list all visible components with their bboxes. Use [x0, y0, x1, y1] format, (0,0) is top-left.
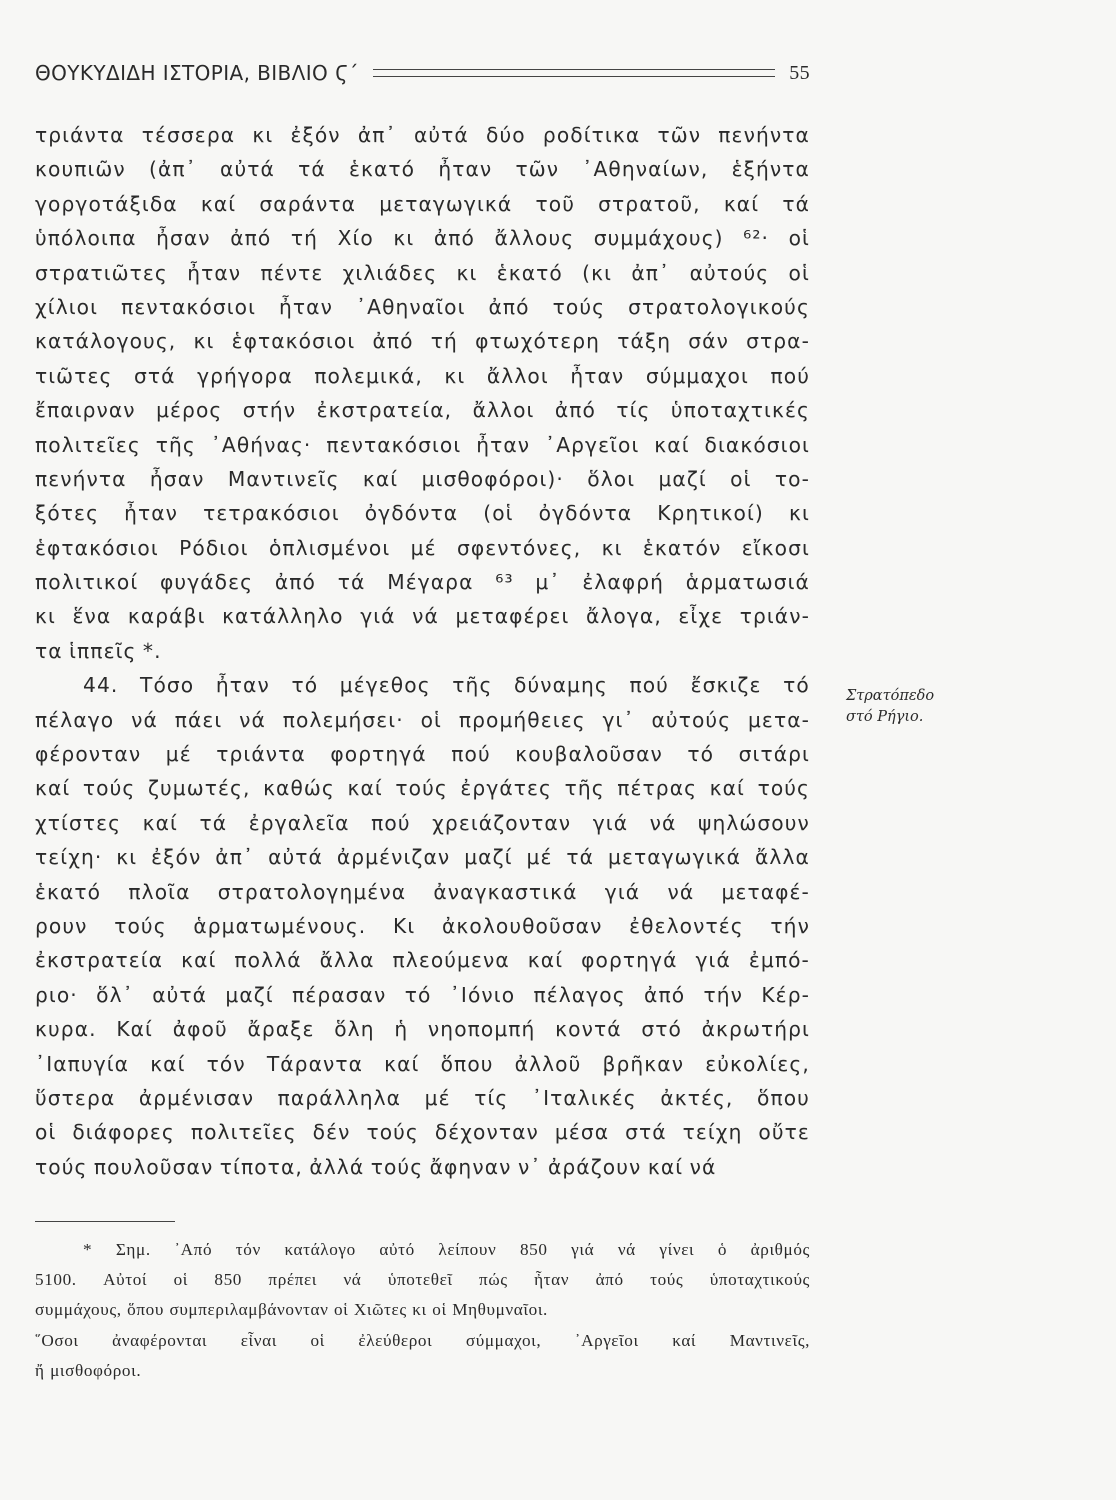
- running-header: [35, 58, 810, 88]
- text-line: ἔπαιρναν μέρος στήν ἐκστρατεία, ἄλλοι ἀπό τίς ὑποταχτικές: [35, 398, 810, 423]
- text-line: πολιτεῖες τῆς ᾽Αθήνας· πεντακόσιοι ἦταν ᾽Αργεῖοι καί διακόσιοι: [35, 432, 810, 457]
- text-line: τιῶτες στά γρήγορα πολεμικά, κι ἄλλοι ἦταν σύμμαχοι πού: [35, 363, 810, 388]
- text-line: ριο· ὅλ᾽ αὐτά μαζί πέρασαν τό ᾽Ιόνιο πέλαγος ἀπό τήν Κέρ-: [35, 982, 810, 1007]
- text-line: χίλιοι πεντακόσιοι ἦταν ᾽Αθηναῖοι ἀπό τούς στρατολογικούς: [35, 294, 810, 319]
- text-line: ὑπόλοιπα ἦσαν ἀπό τή Χίο κι ἀπό ἄλλους συμμάχους) ⁶²· οἱ: [35, 226, 810, 251]
- margin-note-line: Στρατόπεδο: [846, 688, 935, 704]
- text-line: κι ἕνα καράβι κατάλληλο γιά νά μεταφέρει ἄλογα, εἶχε τριάν-: [35, 604, 810, 629]
- text-line: οἱ διάφορες πολιτεῖες δέν τούς δέχονταν μέσα στά τείχη οὔτε: [35, 1120, 810, 1145]
- page-number: 55: [789, 61, 810, 84]
- text-line: ἤ μισθοφόροι.: [35, 1360, 142, 1380]
- text-line: 5100. Αὐτοί οἱ 850 πρέπει νά ὑποτεθεῖ πώς ἦταν ἀπό τούς ὑποταχτικούς: [35, 1270, 810, 1290]
- text-line: ξότες ἦταν τετρακόσιοι ὀγδόντα (οἱ ὀγδόντα Κρητικοί) κι: [35, 501, 810, 526]
- text-line: ὕστερα ἀρμένισαν παράλληλα μέ τίς ᾽Ιταλικές ἀκτές, ὅπου: [35, 1085, 810, 1110]
- text-line: πενήντα ἦσαν Μαντινεῖς καί μισθοφόροι)· ὅλοι μαζί οἱ το-: [35, 466, 810, 491]
- text-line: συμμάχους, ὅπου συμπεριλαμβάνονταν οἱ Χιῶτες κι οἱ Μηθυμναῖοι.: [35, 1300, 548, 1320]
- text-line: χτίστες καί τά ἐργαλεῖα πού χρειάζονταν γιά νά ψηλώσουν: [35, 810, 810, 835]
- text-line: πέλαγο νά πάει νά πολεμήσει· οἱ προμήθειες γι᾽ αὐτούς μετα-: [35, 707, 810, 732]
- header-rule: [373, 69, 775, 77]
- text-line: τριάντα τέσσερα κι ἐξόν ἀπ᾽ αὐτά δύο ροδίτικα τῶν πενήντα: [35, 123, 810, 147]
- margin-note-line: στό Ρήγιο.: [846, 709, 924, 725]
- footnote-rule: [35, 1221, 175, 1222]
- text-line: ᾽Ιαπυγία καί τόν Τάραντα καί ὅπου ἀλλοῦ βρῆκαν εὐκολίες,: [35, 1051, 810, 1076]
- text-line: 44. Τόσο ἦταν τό μέγεθος τῆς δύναμης πού ἔσκιζε τό: [83, 673, 810, 698]
- text-line: ῞Οσοι ἀναφέρονται εἶναι οἱ ἐλεύθεροι σύμμαχοι, ᾽Αργεῖοι καί Μαντινεῖς,: [35, 1330, 810, 1350]
- text-line: κυρα. Καί ἀφοῦ ἄραξε ὅλη ἡ νηοπομπή κοντά στό ἀκρωτήρι: [35, 1017, 810, 1042]
- text-line: * Σημ. ᾽Από τόν κατάλογο αὐτό λείπουν 850 γιά νά γίνει ὁ ἀριθμός: [83, 1240, 810, 1259]
- margin-note: [846, 686, 986, 728]
- text-line: κατάλογους, κι ἑφτακόσιοι ἀπό τή φτωχότερη τάξη σάν στρα-: [35, 329, 810, 354]
- text-line: κουπιῶν (ἀπ᾽ αὐτά τά ἑκατό ἦταν τῶν ᾽Αθηναίων, ἑξήντα: [35, 157, 810, 182]
- text-line: ἑφτακόσιοι Ρόδιοι ὁπλισμένοι μέ σφεντόνες, κι ἑκατόν εἴκοσι: [35, 535, 810, 560]
- text-line: τα ἱππεῖς *.: [35, 638, 162, 663]
- main-text: [35, 118, 810, 1184]
- header-title: ΘΟΥΚΥΔΙΔΗ ΙΣΤΟΡΙΑ, ΒΙΒΛΙΟ Ϛ΄: [35, 61, 359, 85]
- text-line: τείχη· κι ἐξόν ἀπ᾽ αὐτά ἀρμένιζαν μαζί μέ τά μεταγωγικά ἄλλα: [35, 845, 810, 870]
- text-line: καί τούς ζυμωτές, καθώς καί τούς ἐργάτες τῆς πέτρας καί τούς: [35, 776, 810, 801]
- text-line: φέρονταν μέ τριάντα φορτηγά πού κουβαλοῦσαν τό σιτάρι: [35, 742, 810, 767]
- text-line: τούς πουλοῦσαν τίποτα, ἀλλά τούς ἄφηναν ν᾽ ἀράζουν καί νά: [35, 1154, 717, 1179]
- footnote: [35, 1235, 810, 1386]
- text-line: γοργοτάξιδα καί σαράντα μεταγωγικά τοῦ στρατοῦ, καί τά: [35, 191, 810, 216]
- text-line: στρατιῶτες ἦταν πέντε χιλιάδες κι ἑκατό (κι ἀπ᾽ αὐτούς οἱ: [35, 260, 810, 285]
- text-line: πολιτικοί φυγάδες ἀπό τά Μέγαρα ⁶³ μ᾽ ἐλαφρή ἁρματωσιά: [35, 570, 810, 595]
- text-line: ρουν τούς ἁρματωμένους. Κι ἀκολουθοῦσαν ἐθελοντές τήν: [35, 913, 810, 938]
- text-line: ἑκατό πλοῖα στρατολογημένα ἀναγκαστικά γιά νά μεταφέ-: [35, 879, 810, 904]
- text-line: ἐκστρατεία καί πολλά ἄλλα πλεούμενα καί φορτηγά γιά ἐμπό-: [35, 948, 810, 973]
